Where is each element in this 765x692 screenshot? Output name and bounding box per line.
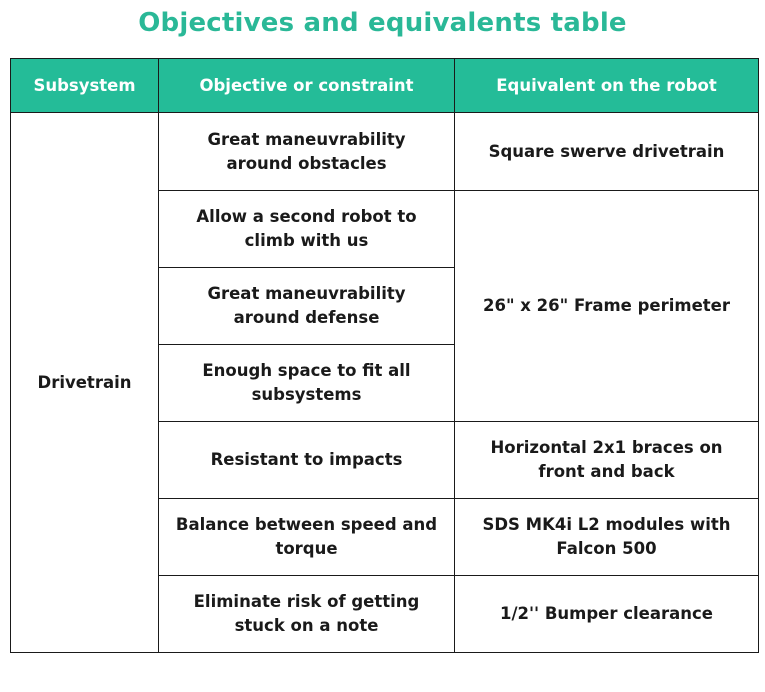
equivalent-cell: Square swerve drivetrain: [455, 113, 759, 191]
equivalent-cell: 26" x 26" Frame perimeter: [455, 191, 759, 422]
equivalent-cell: Horizontal 2x1 braces on front and back: [455, 422, 759, 499]
subsystem-cell: Drivetrain: [11, 113, 159, 653]
objective-cell: Resistant to impacts: [159, 422, 455, 499]
page-title: Objectives and equivalents table: [138, 8, 627, 38]
header-equivalent: Equivalent on the robot: [455, 59, 759, 113]
equivalent-cell: SDS MK4i L2 modules with Falcon 500: [455, 499, 759, 576]
equivalent-cell: 1/2'' Bumper clearance: [455, 576, 759, 653]
objectives-table: [10, 58, 759, 653]
objective-cell: Enough space to fit all subsystems: [159, 345, 455, 422]
objective-cell: Great maneuvrability around obstacles: [159, 113, 455, 191]
header-subsystem: Subsystem: [11, 59, 159, 113]
objective-cell: Balance between speed and torque: [159, 499, 455, 576]
objective-cell: Eliminate risk of getting stuck on a note: [159, 576, 455, 653]
header-row: [11, 59, 759, 113]
header-objective: Objective or constraint: [159, 59, 455, 113]
objective-cell: Great maneuvrability around defense: [159, 268, 455, 345]
objective-cell: Allow a second robot to climb with us: [159, 191, 455, 268]
table-row: [11, 113, 759, 191]
